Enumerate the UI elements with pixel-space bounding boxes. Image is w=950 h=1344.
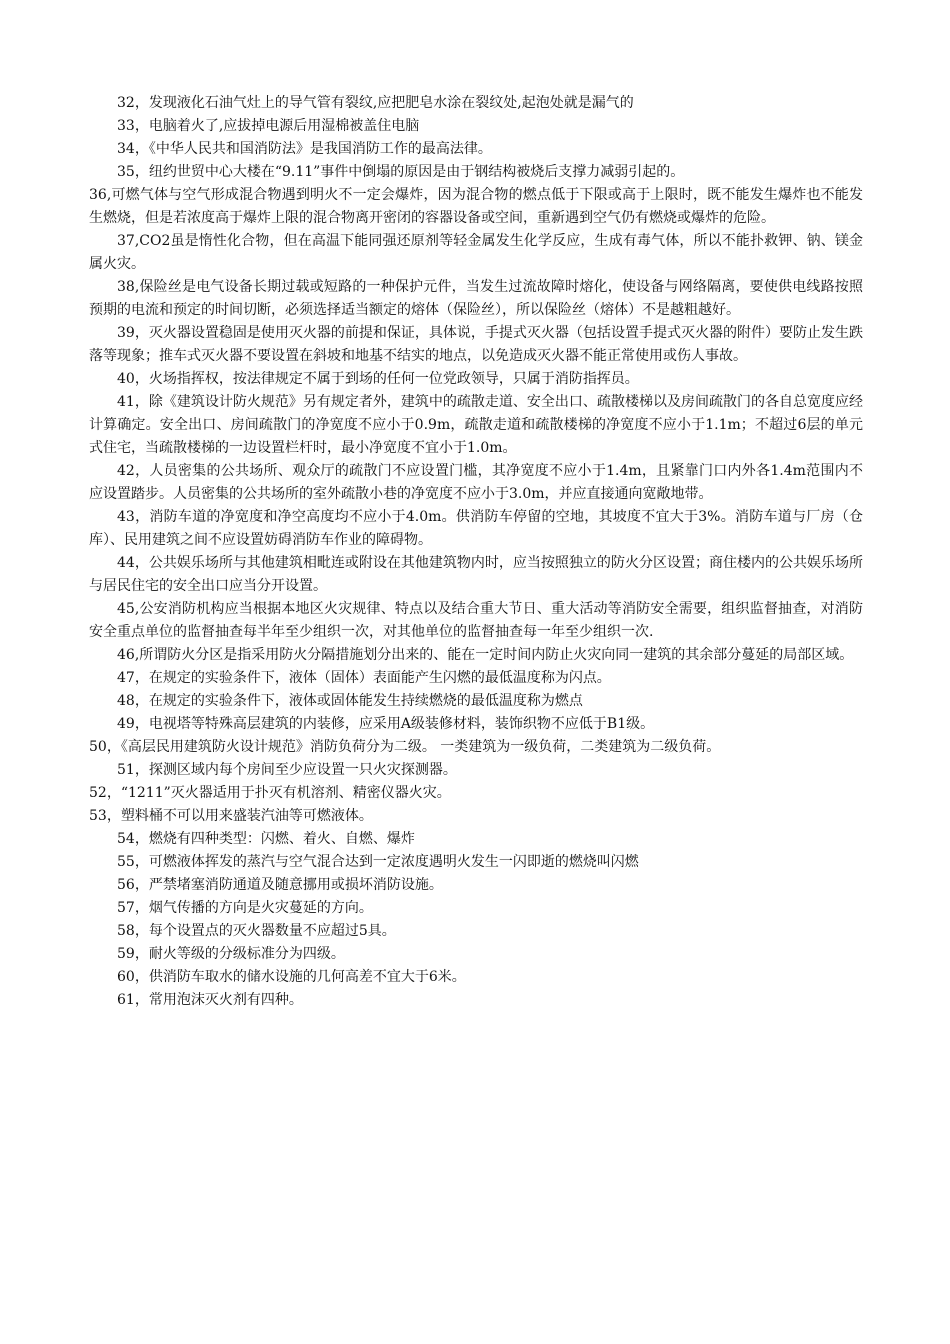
paragraph: 35，纽约世贸中心大楼在“9.11”事件中倒塌的原因是由于钢结构被烧后支撑力减弱引起的。: [117, 164, 685, 180]
paragraph: 60，供消防车取水的储水设施的几何高差不宜大于6米。: [117, 969, 466, 985]
paragraph: 40，火场指挥权，按法律规定不属于到场的任何一位党政领导，只属于消防指挥员。: [117, 371, 639, 387]
paragraph: 54，燃烧有四种类型：闪燃、着火、自燃、爆炸: [117, 831, 415, 847]
paragraph: 59，耐火等级的分级标准分为四级。: [117, 946, 345, 962]
paragraph: 32，发现液化石油气灶上的导气管有裂纹,应把肥皂水涂在裂纹处,起泡处就是漏气的: [117, 95, 634, 111]
paragraph: 51，探测区域内每个房间至少应设置一只火灾探测器。: [117, 762, 457, 778]
paragraph: 44，公共娱乐场所与其他建筑相毗连或附设在其他建筑物内时，应当按照独立的防火分区设置；商住楼内的公共娱乐场所与居民住宅的安全出口应当分开设置。: [89, 555, 863, 594]
paragraph: 53，塑料桶不可以用来盛装汽油等可燃液体。: [89, 808, 373, 824]
paragraph: 43，消防车道的净宽度和净空高度均不应小于4.0m。供消防车停留的空地，其坡度不宜大于3%。消防车道与厂房（仓库）、民用建筑之间不应设置妨碍消防车作业的障碍物。: [89, 509, 863, 548]
paragraph: 61，常用泡沫灭火剂有四种。: [117, 992, 303, 1008]
paragraph: 45,公安消防机构应当根据本地区火灾规律、特点以及结合重大节日、重大活动等消防安全需要，组织监督抽查，对消防安全重点单位的监督抽查每半年至少组织一次，对其他单位的监督抽查每一年至少组织一次.: [89, 601, 863, 640]
paragraph: 39，灭火器设置稳固是使用灭火器的前提和保证，具体说，手提式灭火器（包括设置手提式灭火器的附件）要防止发生跌落等现象；推车式灭火器不要设置在斜坡和地基不结实的地点，以免造成灭火器不能正常使用或伤人事故。: [89, 325, 863, 364]
paragraph: 55，可燃液体挥发的蒸汽与空气混合达到一定浓度遇明火发生一闪即逝的燃烧叫闪燃: [117, 854, 639, 870]
paragraph: 36,可燃气体与空气形成混合物遇到明火不一定会爆炸，因为混合物的燃点低于下限或高于上限时，既不能发生爆炸也不能发生燃烧，但是若浓度高于爆炸上限的混合物离开密闭的容器设备或空间，重新遇到空气仍有燃烧或爆炸的危险。: [89, 187, 863, 226]
paragraph: 47，在规定的实验条件下，液体（固体）表面能产生闪燃的最低温度称为闪点。: [117, 670, 611, 686]
paragraph: 57，烟气传播的方向是火灾蔓延的方向。: [117, 900, 373, 916]
paragraph: 58，每个设置点的灭火器数量不应超过5具。: [117, 923, 396, 939]
paragraph: 50，《高层民用建筑防火设计规范》消防负荷分为二级。 一类建筑为一级负荷，二类建筑为二级负荷。: [89, 739, 721, 755]
paragraph: 49，电视塔等特殊高层建筑的内装修，应采用A级装修材料，装饰织物不应低于B1级。: [117, 716, 655, 732]
paragraph: 38,保险丝是电气设备长期过载或短路的一种保护元件，当发生过流故障时熔化，使设备与网络隔离，要使供电线路按照预期的电流和预定的时间切断，必须选择适当额定的熔体（保险丝），所以保险丝（熔体）不是越粗越好。: [89, 279, 863, 318]
paragraph: 37,CO2虽是惰性化合物，但在高温下能同强还原剂等轻金属发生化学反应，生成有毒气体，所以不能扑救钾、钠、镁金属火灾。: [89, 233, 863, 272]
paragraph: 42，人员密集的公共场所、观众厅的疏散门不应设置门槛，其净宽度不应小于1.4m，且紧靠门口内外各1.4m范围内不应设置踏步。人员密集的公共场所的室外疏散小巷的净宽度不应小于3.0m，并应直接通向宽敞地带。: [89, 463, 863, 502]
document-body: [89, 92, 863, 1012]
paragraph: 46,所谓防火分区是指采用防火分隔措施划分出来的、能在一定时间内防止火灾向同一建筑的其余部分蔓延的局部区域。: [117, 647, 854, 663]
paragraph: 48，在规定的实验条件下，液体或固体能发生持续燃烧的最低温度称为燃点: [117, 693, 583, 709]
paragraph: 33，电脑着火了,应拔掉电源后用湿棉被盖住电脑: [117, 118, 420, 134]
paragraph: 52，“1211”灭火器适用于扑灭有机溶剂、精密仪器火灾。: [89, 785, 451, 801]
paragraph: 41，除《建筑设计防火规范》另有规定者外，建筑中的疏散走道、安全出口、疏散楼梯以及房间疏散门的各自总宽度应经计算确定。安全出口、房间疏散门的净宽度不应小于0.9m，疏散走道和疏散楼梯的净宽度不应小于1.1m；不超过6层的单元式住宅，当疏散楼梯的一边设置栏杆时，最小净宽度不宜小于1.0m。: [89, 394, 863, 456]
paragraph: 34，《中华人民共和国消防法》是我国消防工作的最高法律。: [117, 141, 492, 157]
paragraph: 56，严禁堵塞消防通道及随意挪用或损坏消防设施。: [117, 877, 443, 893]
